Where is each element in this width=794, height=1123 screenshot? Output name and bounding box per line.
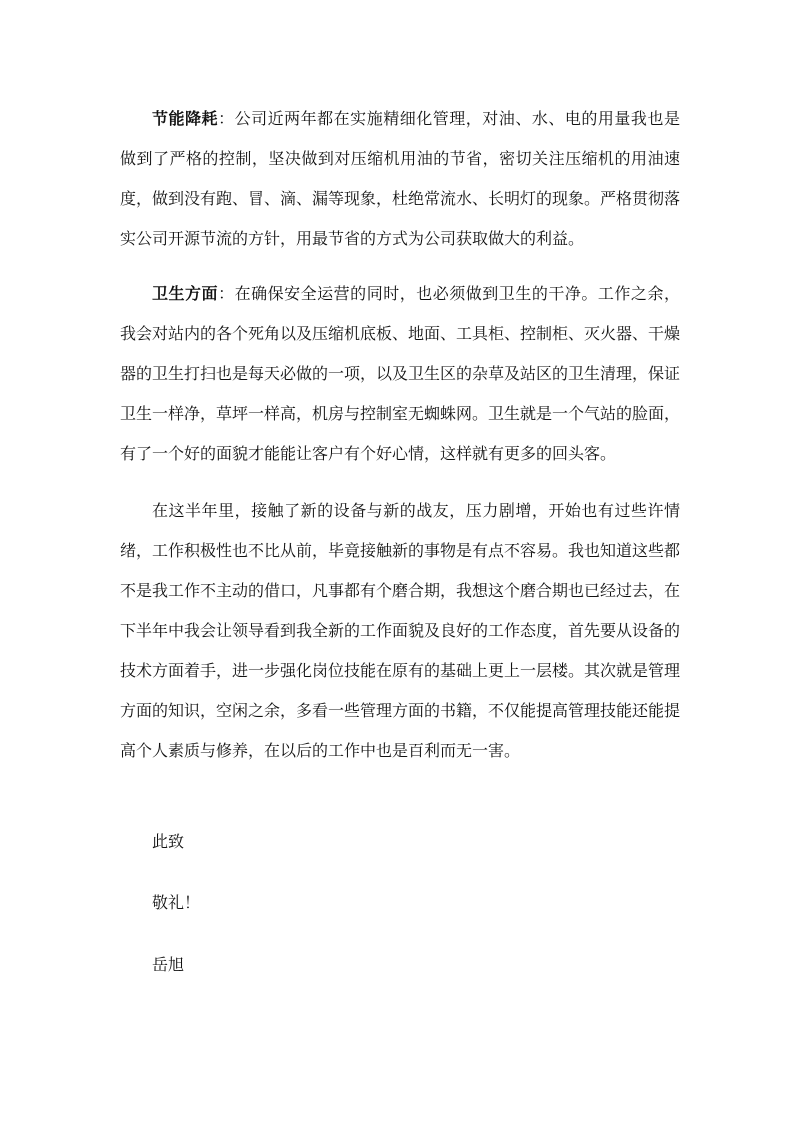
paragraph-heading-hygiene: 卫生方面 [152,284,219,303]
document-body [120,99,680,771]
closing-regards: 敬礼！ [152,893,201,912]
paragraph-text-summary: 在这半年里，接触了新的设备与新的战友，压力剧增，开始也有过些许情绪，工作积极性也不比从前，毕竟接触新的事物是有点不容易。我也知道这些都不是我工作不主动的借口，凡事都有个磨合期，我想这个磨合期也已经过去，在下半年中我会让领导看到我全新的工作面貌及良好的工作态度，首先要从设备的技术方面着手，进一步强化岗位技能在原有的基础上更上一层楼。其次就是管理方面的知识，空闲之余，多看一些管理方面的书籍，不仅能提高管理技能还能提高个人素质与修养，在以后的工作中也是百利而无一害。 [120,501,681,760]
paragraph-energy-saving [120,99,680,259]
paragraph-summary [120,491,680,771]
paragraph-hygiene [120,274,680,474]
heading-separator: ： [218,109,235,128]
paragraph-text-hygiene: 在确保安全运营的同时，也必须做到卫生的干净。工作之余，我会对站内的各个死角以及压缩机底板、地面、工具柜、控制柜、灭火器、干燥器的卫生打扫也是每天必做的一项，以及卫生区的杂草及站区的卫生清理，保证卫生一样净，草坪一样高，机房与控制室无蜘蛛网。卫生就是一个气站的脸面，有了一个好的面貌才能能让客户有个好心情，这样就有更多的回头客。 [120,284,681,463]
paragraph-heading-energy-saving: 节能降耗 [152,109,219,128]
closing-salutation: 此致 [152,832,185,851]
heading-separator: ： [218,284,235,303]
paragraph-text-energy-saving: 公司近两年都在实施精细化管理，对油、水、电的用量我也是做到了严格的控制，坚决做到对压缩机用油的节省，密切关注压缩机的用油速度，做到没有跑、冒、滴、漏等现象，杜绝常流水、长明灯的现象。严格贯彻落实公司开源节流的方针，用最节省的方式为公司获取做大的利益。 [120,109,681,248]
signature-name: 岳旭 [152,955,185,974]
